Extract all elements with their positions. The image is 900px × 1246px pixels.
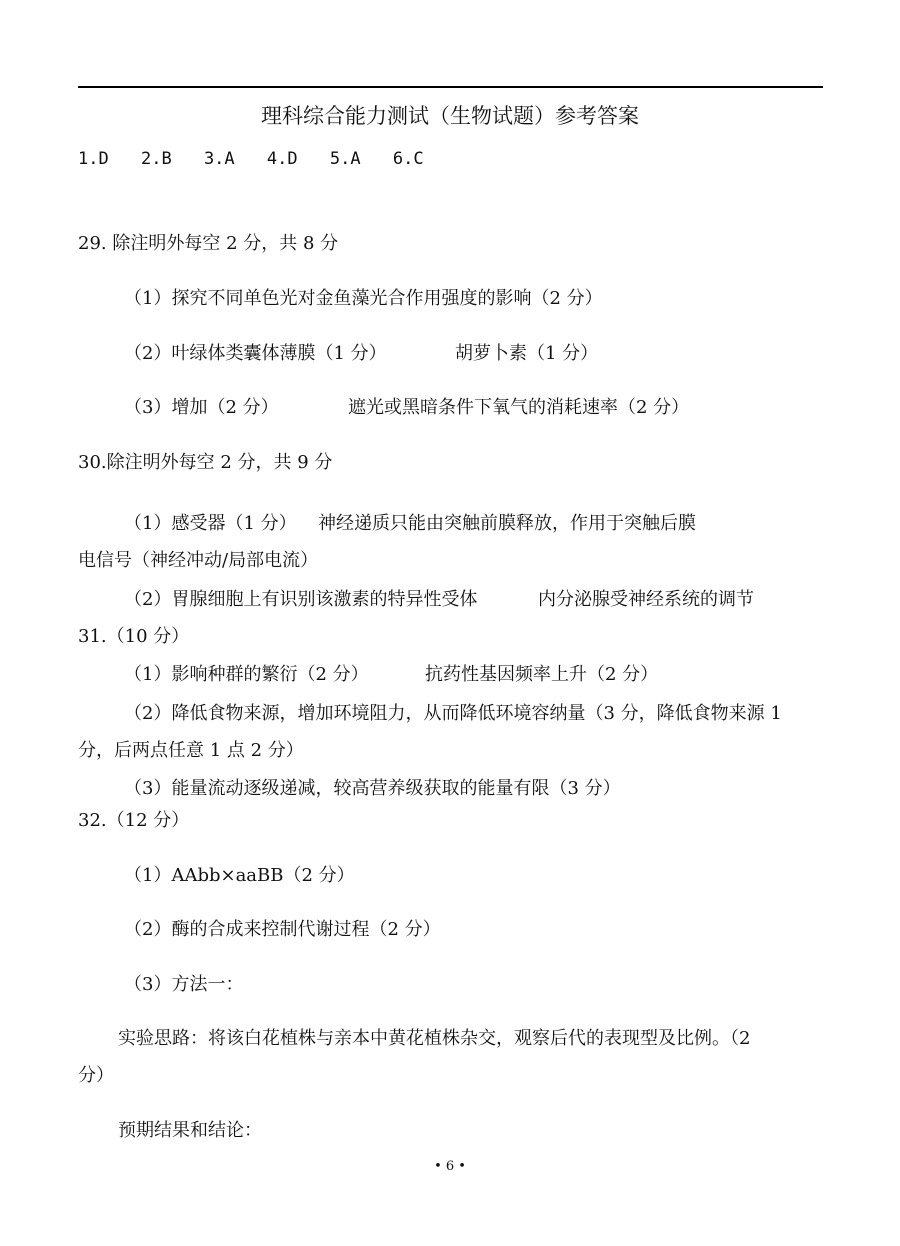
q30-part2-b: 内分泌腺受神经系统的调节 — [538, 589, 754, 610]
q31-part1-a: （1）影响种群的繁衍（2 分） — [124, 664, 369, 685]
q30-part1-c: 电信号（神经冲动/局部电流） — [78, 550, 319, 571]
q32-experiment-idea-cont: 分） — [78, 1065, 114, 1086]
q29-part3-b: 遮光或黑暗条件下氧气的消耗速率（2 分） — [348, 397, 690, 418]
q31-part2-b: 分，后两点任意 1 点 2 分） — [78, 740, 304, 761]
answer-1: 1.D — [78, 149, 109, 169]
q31-part1-b: 抗药性基因频率上升（2 分） — [425, 664, 659, 685]
q29-part1: （1）探究不同单色光对金鱼藻光合作用强度的影响（2 分） — [124, 288, 603, 309]
answer-6: 6.C — [392, 149, 424, 169]
q32-expected-results: 预期结果和结论： — [118, 1120, 262, 1141]
q29-header: 29. 除注明外每空 2 分，共 8 分 — [78, 233, 339, 254]
q32-header: 32.（12 分） — [78, 810, 190, 831]
q29-part2-b: 胡萝卜素（1 分） — [455, 343, 599, 364]
page-title: 理科综合能力测试（生物试题）参考答案 — [261, 104, 639, 128]
answer-4: 4.D — [266, 149, 298, 169]
q30-part2-a: （2）胃腺细胞上有识别该激素的特异性受体 — [124, 589, 478, 610]
q32-part2: （2）酶的合成来控制代谢过程（2 分） — [124, 919, 441, 940]
q29-part2-a: （2）叶绿体类囊体薄膜（1 分） — [124, 343, 387, 364]
q32-part1: （1）AAbb×aaBB（2 分） — [124, 865, 355, 886]
q32-experiment-idea: 实验思路：将该白花植株与亲本中黄花植株杂交，观察后代的表现型及比例。（2 — [118, 1028, 751, 1049]
top-rule — [78, 86, 823, 88]
q30-header: 30.除注明外每空 2 分，共 9 分 — [78, 452, 333, 473]
answer-3: 3.A — [203, 149, 235, 169]
q31-header: 31.（10 分） — [78, 626, 190, 647]
q30-part1-b: 神经递质只能由突触前膜释放，作用于突触后膜 — [318, 513, 696, 534]
q30-part1-a: （1）感受器（1 分） — [124, 513, 297, 534]
page-number: • 6 • — [434, 1159, 466, 1174]
q31-part2-a: （2）降低食物来源，增加环境阻力，从而降低环境容纳量（3 分，降低食物来源 1 — [124, 703, 782, 724]
answer-2: 2.B — [140, 149, 172, 169]
q31-part3: （3）能量流动逐级递减，较高营养级获取的能量有限（3 分） — [124, 778, 621, 799]
q29-part3-a: （3）增加（2 分） — [124, 397, 279, 418]
choice-answers — [78, 147, 446, 171]
q32-part3: （3）方法一： — [124, 974, 244, 995]
answer-5: 5.A — [329, 149, 361, 169]
